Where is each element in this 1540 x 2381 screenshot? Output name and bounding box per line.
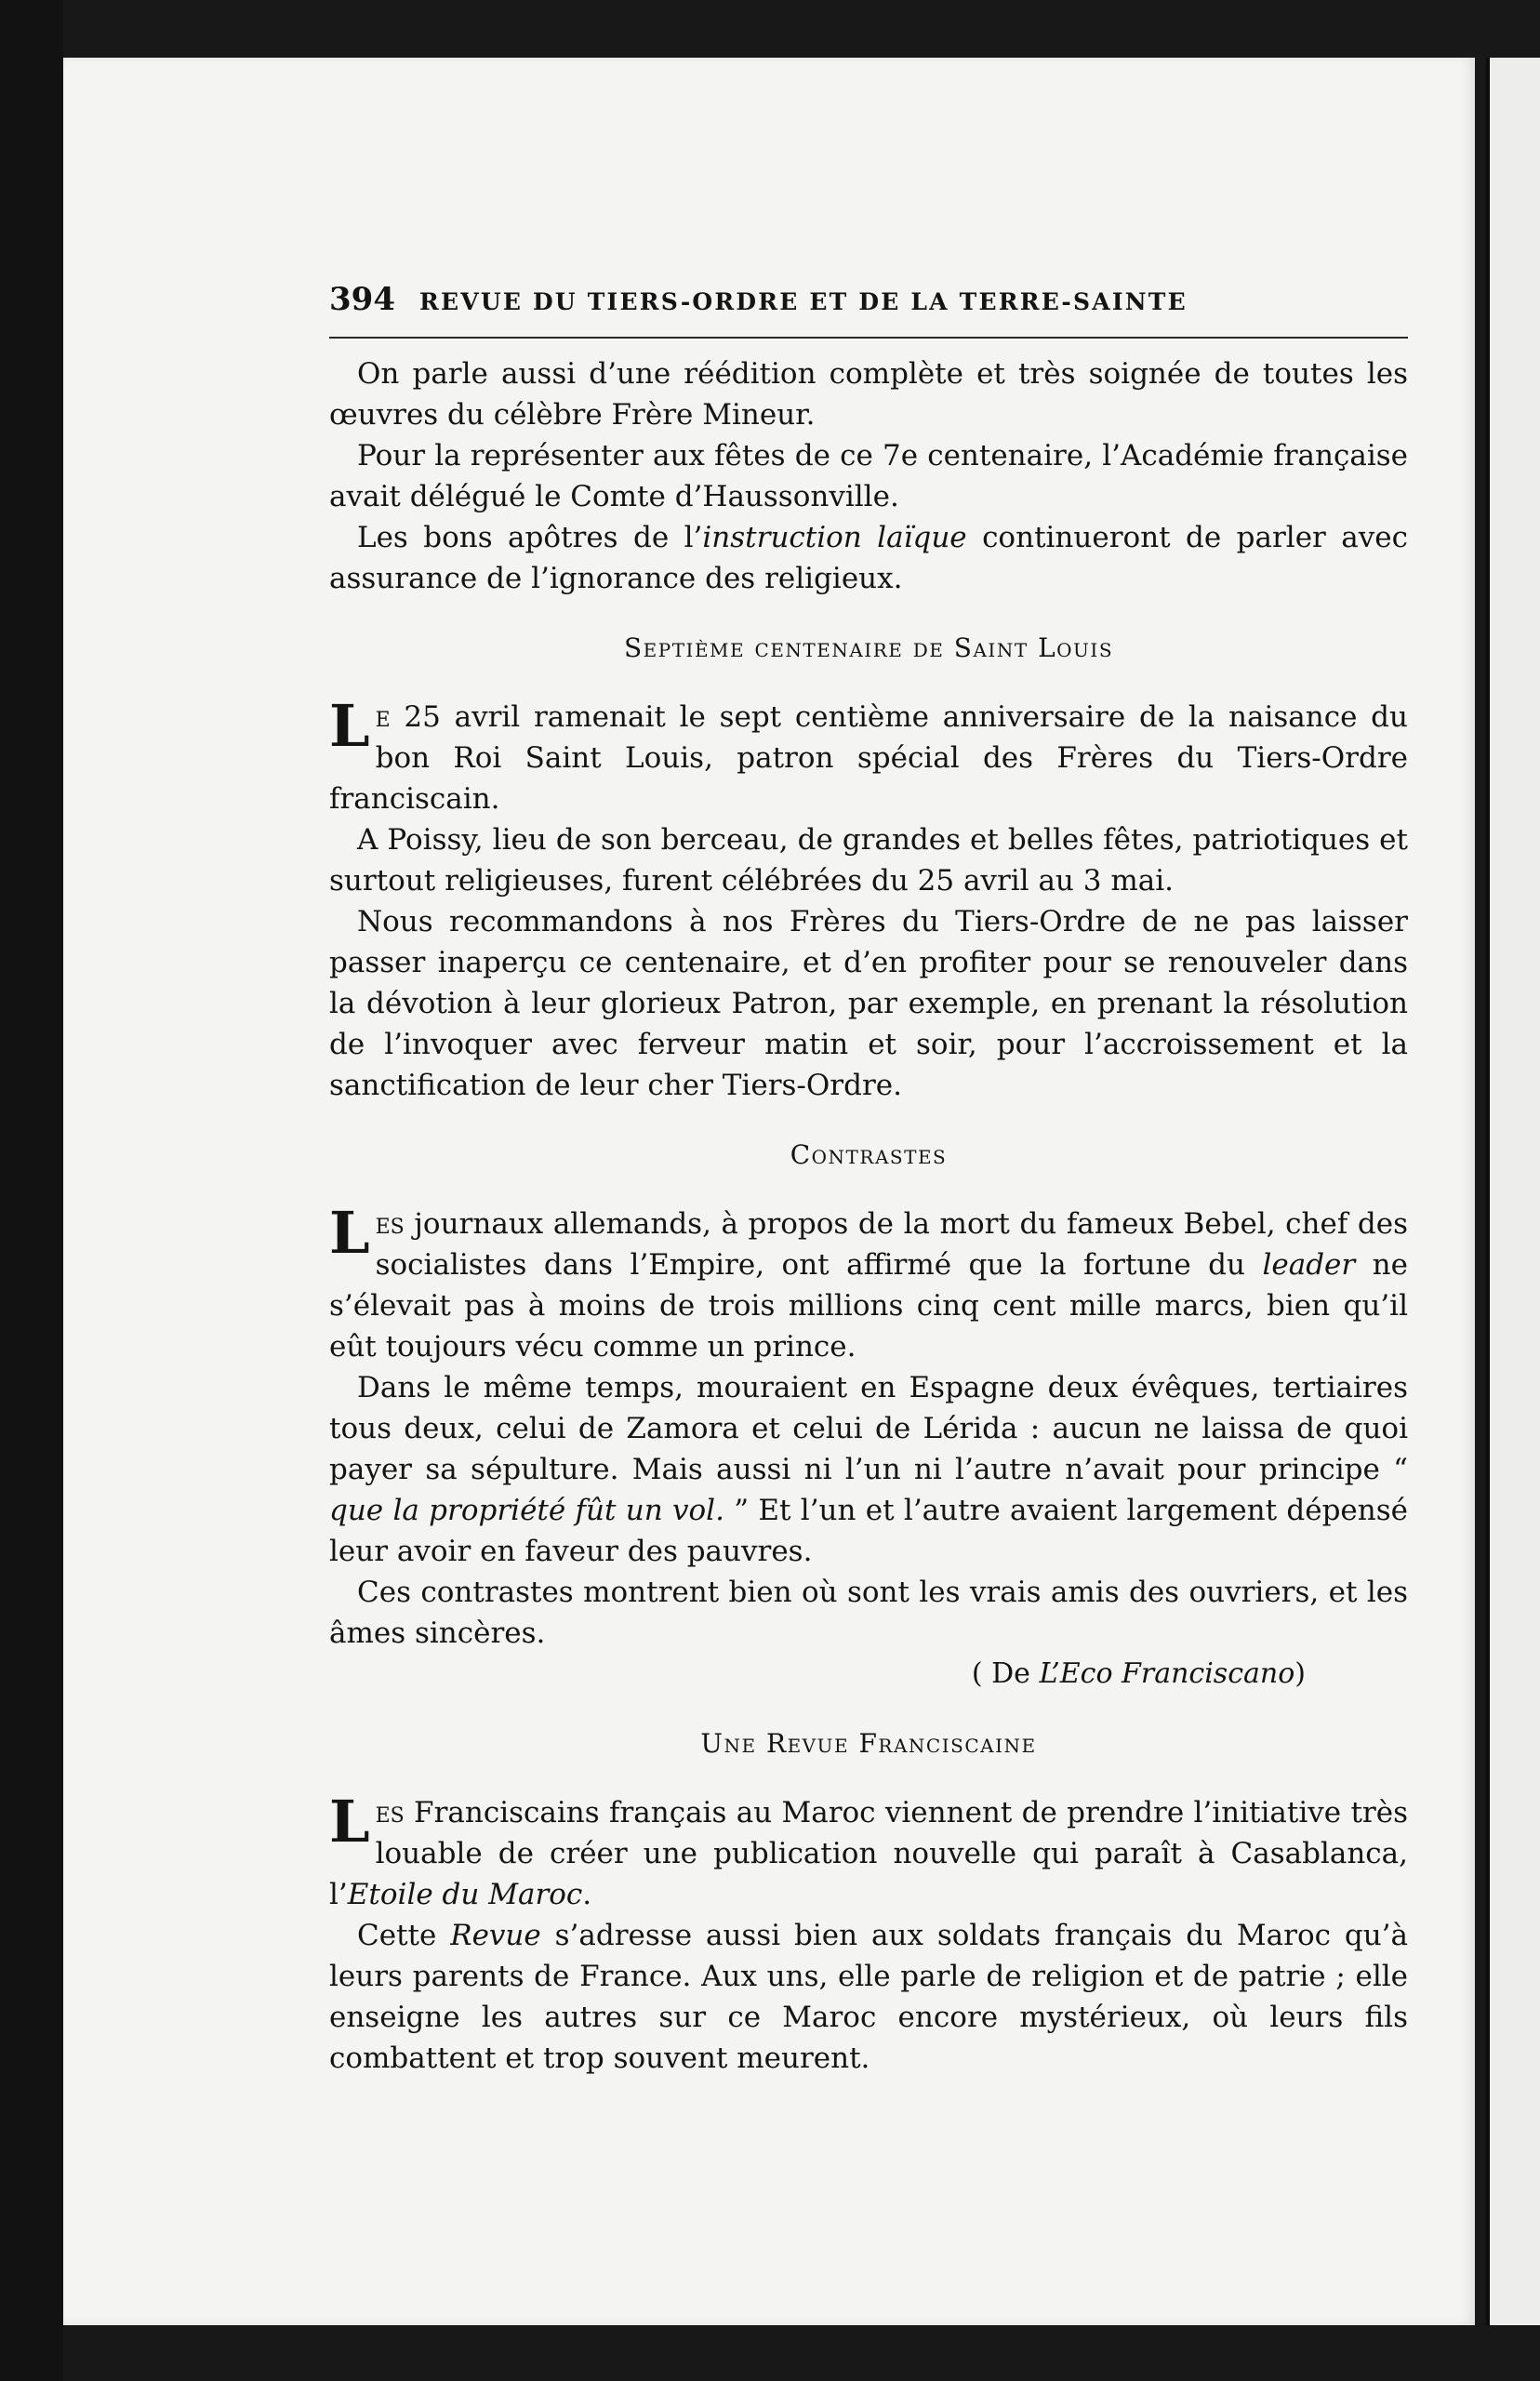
text-span: .: [582, 1878, 592, 1911]
drop-cap: L: [329, 692, 370, 760]
section-heading-contrastes: Contrastes: [790, 1139, 948, 1170]
book-page: [63, 58, 1475, 2325]
saint-louis-paragraph-1: [329, 692, 1408, 819]
scan-left-margin: [0, 0, 63, 2381]
text-span: Cette: [357, 1919, 451, 1952]
journal-title: REVUE DU TIERS-ORDRE ET DE LA TERRE-SAINTE: [418, 288, 1188, 315]
lead-word: es: [375, 1207, 405, 1241]
revue-paragraph-2: [329, 1915, 1408, 2079]
lead-word: es: [375, 1796, 405, 1829]
contrastes-paragraph-3: Ces contrastes montrent bien où sont les vrais amis des ouvriers, et les âmes sincères.: [329, 1576, 1408, 1650]
italic-title: Etoile du Maroc: [347, 1878, 583, 1911]
citation: [329, 1654, 1408, 1695]
drop-cap: L: [329, 1788, 370, 1856]
italic-quote: que la propriété fût un vol.: [329, 1494, 724, 1527]
text-span: journaux allemands, à propos de la mort du fameux Bebel, chef des socialistes dans l’Empire, ont affirmé que la fortune du: [375, 1207, 1408, 1282]
adjacent-page-edge: [1486, 58, 1540, 2325]
italic-word: leader: [1262, 1248, 1356, 1282]
text-span: ne s’élevait pas à moins de trois millions cinq cent mille marcs, bien qu’il eût toujours vécu comme un prince.: [329, 1248, 1408, 1363]
contrastes-paragraph-2: [329, 1367, 1408, 1572]
section-heading-revue: Une Revue Franciscaine: [700, 1728, 1037, 1759]
text-span: 25 avril ramenait le sept centième anniversaire de la naisance du bon Roi Saint Louis, patron spécial des Frères du Tiers-Ordre franciscain.: [329, 700, 1408, 816]
revue-paragraph-1: [329, 1788, 1408, 1915]
text-span: Franciscains français au Maroc viennent de prendre l’initiative très louable de créer une publication nouvelle qui paraît à Casablanca, l’: [329, 1796, 1408, 1911]
intro-paragraph-3: [329, 517, 1408, 599]
italic-phrase: instruction laïque: [702, 521, 967, 554]
text-span: continueront de parler avec assurance de l’ignorance des religieux.: [329, 521, 1408, 595]
text-span: s’adresse aussi bien aux soldats français du Maroc qu’à leurs parents de France. Aux uns, elle parle de religion et de patrie ; elle enseigne les autres sur ce Maroc encore mystérieux, où leurs fils combattent et trop souvent meurent.: [329, 1919, 1409, 2075]
page-number: 394: [329, 281, 395, 318]
text-span: Dans le même temps, mouraient en Espagne deux évêques, tertiaires tous deux, celui de Zamora et celui de Lérida : aucun ne laissa de quoi payer sa sépulture. Mais aussi ni l’un ni l’autre n’avait pour principe “: [329, 1371, 1408, 1486]
intro-paragraph-1: On parle aussi d’une réédition complète et très soignée de toutes les œuvres du célèbre Frère Mineur.: [329, 357, 1408, 432]
section-heading-saint-louis: Septième centenaire de Saint Louis: [623, 632, 1114, 663]
text-span: ” Et l’un et l’autre avaient largement dépensé leur avoir en faveur des pauvres.: [329, 1494, 1408, 1568]
citation-source: L’Eco Franciscano: [1039, 1657, 1295, 1690]
running-head: [329, 281, 1408, 339]
saint-louis-paragraph-3: Nous recommandons à nos Frères du Tiers-Ordre de ne pas laisser passer inaperçu ce centenaire, et d’en profiter pour se renouveler dans la dévotion à leur glorieux Patron, par exemple, en prenant la résolution de l’invoquer avec ferveur matin et soir, pour l’accroissement et la sanctification de leur cher Tiers-Ordre.: [329, 905, 1408, 1102]
contrastes-paragraph-1: [329, 1199, 1408, 1367]
citation-open: ( De: [971, 1657, 1040, 1690]
lead-word: e: [375, 700, 391, 734]
text-span: Les bons apôtres de l’: [357, 521, 703, 554]
page-content: [329, 281, 1408, 2079]
intro-paragraph-2: Pour la représenter aux fêtes de ce 7e centenaire, l’Académie française avait délégué le Comte d’Haussonville.: [329, 439, 1408, 513]
saint-louis-paragraph-2: A Poissy, lieu de son berceau, de grandes et belles fêtes, patriotiques et surtout religieuses, furent célébrées du 25 avril au 3 mai.: [329, 823, 1408, 898]
drop-cap: L: [329, 1199, 370, 1267]
italic-word: Revue: [450, 1919, 541, 1952]
citation-close: ): [1294, 1657, 1306, 1690]
